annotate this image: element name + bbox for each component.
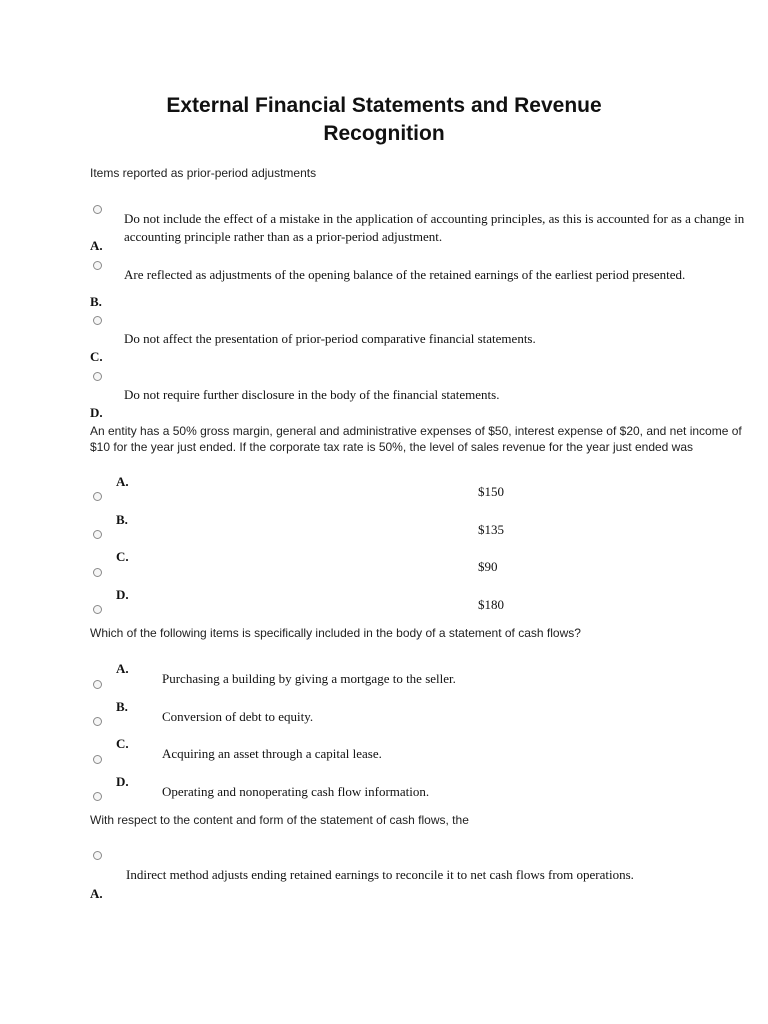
q1-option-d-radio[interactable] bbox=[93, 372, 102, 381]
q2-option-c-letter: C. bbox=[116, 549, 129, 564]
q4-option-a-radio[interactable] bbox=[93, 851, 102, 860]
q1-option-b-text: Are reflected as adjustments of the opening balance of the retained earnings of the earliest period presented. bbox=[124, 267, 686, 282]
q2-option-c-text: $90 bbox=[478, 559, 498, 574]
q3-option-c-letter: C. bbox=[116, 736, 129, 751]
q2-option-c-radio[interactable] bbox=[93, 568, 102, 577]
q4-option-a-text: Indirect method adjusts ending retained earnings to reconcile it to net cash flows from operations. bbox=[126, 867, 634, 882]
q2-option-b-text: $135 bbox=[478, 522, 504, 537]
q2-option-d-letter: D. bbox=[116, 587, 129, 602]
q4-option-a-letter: A. bbox=[90, 886, 103, 901]
q2-option-d-radio[interactable] bbox=[93, 605, 102, 614]
q1-option-d-text: Do not require further disclosure in the body of the financial statements. bbox=[124, 387, 500, 402]
q3-option-c-radio[interactable] bbox=[93, 755, 102, 764]
q2-option-a-text: $150 bbox=[478, 484, 504, 499]
q2-option-d-text: $180 bbox=[478, 597, 504, 612]
q3-option-b-letter: B. bbox=[116, 699, 128, 714]
q1-option-c-radio[interactable] bbox=[93, 316, 102, 325]
q2-option-a-radio[interactable] bbox=[93, 492, 102, 501]
page-title-line-2: Recognition bbox=[323, 122, 445, 145]
q2-option-b-letter: B. bbox=[116, 512, 128, 527]
q3-option-d-letter: D. bbox=[116, 774, 129, 789]
q2-option-b-radio[interactable] bbox=[93, 530, 102, 539]
q3-option-b-radio[interactable] bbox=[93, 717, 102, 726]
q3-option-c-text: Acquiring an asset through a capital lease. bbox=[162, 746, 382, 761]
page-title bbox=[0, 92, 768, 148]
q1-option-a-text: Do not include the effect of a mistake in the application of accounting principles, as this is accounted for as a change in accounting principle rather than as a prior-period adjustment. bbox=[124, 211, 745, 244]
q3-option-a-text: Purchasing a building by giving a mortgage to the seller. bbox=[162, 671, 456, 686]
question-1-prompt: Items reported as prior-period adjustments bbox=[90, 166, 317, 180]
q2-option-a-letter: A. bbox=[116, 474, 129, 489]
question-2-prompt: An entity has a 50% gross margin, general and administrative expenses of $50, interest expense of $20, and net income of $10 for the year just ended. If the corporate tax rate is 50%, the level of sales revenue for the year just ended was bbox=[90, 424, 742, 454]
q1-option-b-radio[interactable] bbox=[93, 261, 102, 270]
q1-option-a-letter: A. bbox=[90, 238, 103, 253]
q3-option-a-letter: A. bbox=[116, 661, 129, 676]
q1-option-a-radio[interactable] bbox=[93, 205, 102, 214]
q1-option-b-letter: B. bbox=[90, 294, 102, 309]
q3-option-b-text: Conversion of debt to equity. bbox=[162, 709, 314, 724]
question-3-prompt: Which of the following items is specifically included in the body of a statement of cash flows? bbox=[90, 626, 581, 640]
page-title-line-1: External Financial Statements and Revenue bbox=[166, 94, 602, 117]
q1-option-d-letter: D. bbox=[90, 405, 103, 420]
q1-option-c-letter: C. bbox=[90, 349, 103, 364]
q3-option-d-text: Operating and nonoperating cash flow information. bbox=[162, 784, 430, 799]
question-4-prompt: With respect to the content and form of the statement of cash flows, the bbox=[90, 813, 469, 827]
q3-option-a-radio[interactable] bbox=[93, 680, 102, 689]
q1-option-c-text: Do not affect the presentation of prior-period comparative financial statements. bbox=[124, 331, 536, 346]
q3-option-d-radio[interactable] bbox=[93, 792, 102, 801]
